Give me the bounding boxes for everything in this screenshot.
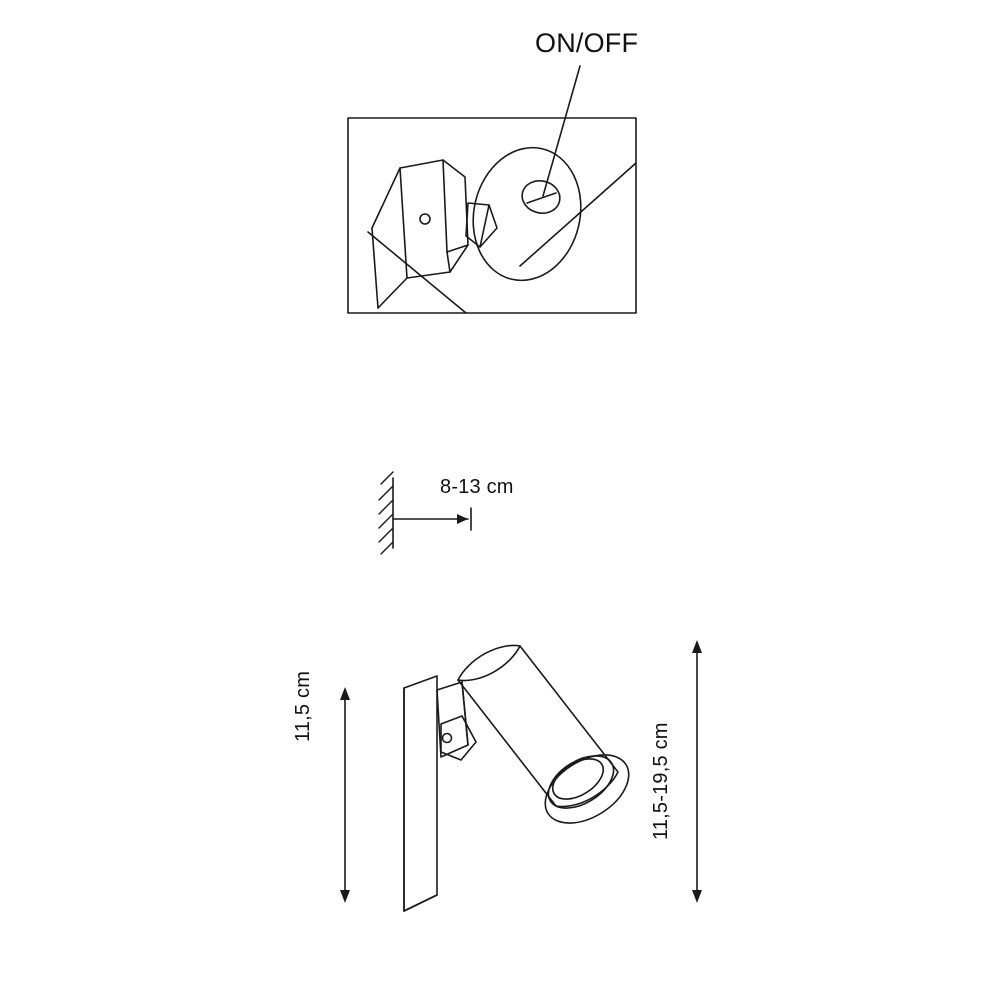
head-joint — [441, 716, 476, 760]
bracket-edge-3 — [447, 252, 450, 272]
lamp-head-ellipse — [460, 137, 593, 291]
head-joint-screw — [443, 734, 452, 743]
bracket-stem-left — [372, 168, 400, 228]
switch-knob — [519, 177, 563, 217]
switch-slot — [527, 193, 556, 203]
dim-left-arrow-bottom — [340, 890, 350, 903]
projection-range-label: 11,5-19,5 cm — [650, 722, 672, 840]
mounting-plate — [404, 676, 437, 911]
dim-right-arrow-top — [692, 640, 702, 653]
fixture-height-label: 11,5 cm — [292, 670, 314, 742]
onoff-label: ON/OFF — [535, 28, 639, 58]
lamp-cylinder — [458, 645, 618, 806]
wall-distance-label: 8-13 cm — [440, 476, 514, 498]
detail-wall-edge — [520, 163, 636, 266]
dim-left-arrow-top — [340, 687, 350, 700]
lamp-bracket — [400, 160, 468, 278]
dim-right-arrow-bottom — [692, 890, 702, 903]
wall-hatching — [379, 472, 393, 554]
bracket-stem-bottom — [378, 278, 407, 308]
bracket-screw — [420, 214, 430, 224]
joint-edge — [480, 205, 489, 247]
distance-arrow-head — [457, 514, 468, 524]
detail-wall-edge-2 — [368, 232, 466, 313]
bracket-edge — [443, 160, 447, 252]
mounting-plate-bottom — [404, 895, 437, 911]
